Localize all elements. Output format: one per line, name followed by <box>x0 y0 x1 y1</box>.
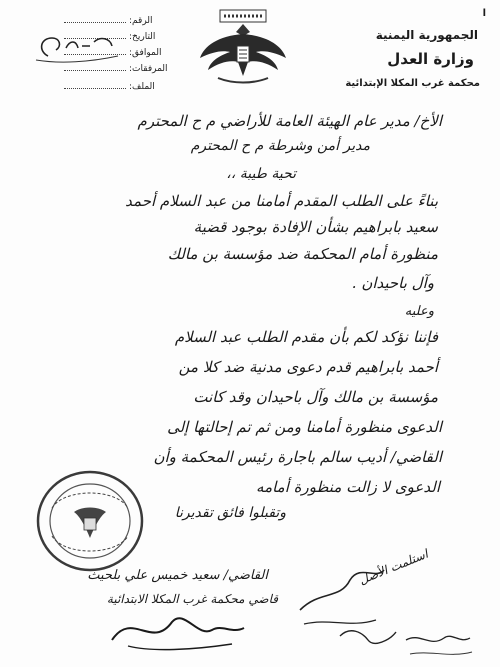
judge-title: قاضي محكمة غرب المكلا الابتدائية <box>106 592 278 606</box>
letter-line-6: منظورة أمام المحكمة ضد مؤسسة بن مالك <box>167 245 438 263</box>
header-court: محكمة غرب المكلا الإبتدائية <box>345 78 480 89</box>
letter-line-11: مؤسسة بن مالك وآل باحيدان وقد كانت <box>193 388 438 406</box>
letter-line-3: تحية طيبة ،، <box>226 166 296 182</box>
letter-line-9: فإننا نؤكد لكم بأن مقدم الطلب عبد السلام <box>174 328 438 346</box>
header-ministry: وزارة العدل <box>387 50 474 68</box>
letter-line-10: أحمد بابراهيم قدم دعوى مدنية ضد كلا من <box>178 358 438 376</box>
corner-mark: ا <box>482 8 486 19</box>
letter-line-13: القاضي/ أديب سالم باجارة رئيس المحكمة وأن <box>153 448 442 466</box>
official-stamp <box>34 468 146 574</box>
handwritten-date-scribble <box>30 26 125 66</box>
field-number: الرقم: <box>64 14 153 26</box>
judge-name: القاضي/ سعيد خميس علي بلحيث <box>87 568 268 583</box>
receipt-signature-scribbles <box>280 540 480 665</box>
letter-line-8: وعليه <box>404 304 434 319</box>
header-republic: الجمهورية اليمنية <box>375 28 478 42</box>
judge-signature <box>102 600 252 660</box>
field-date: التاريخ: <box>64 30 155 42</box>
letter-line-2: مدير أمن وشرطة م ح المحترم <box>190 138 370 154</box>
field-corresponding: الموافق: <box>64 46 161 58</box>
field-file: الملف: <box>64 80 155 92</box>
letter-line-1: الأخ/ مدير عام الهيئة العامة للأراضي م ح المحترم <box>137 112 442 130</box>
letter-line-4: بناءً على الطلب المقدم أمامنا من عبد السلام أحمد <box>125 192 438 210</box>
letter-line-7: وآل باحيدان . <box>351 274 434 292</box>
letter-line-12: الدعوى منظورة أمامنا ومن ثم تم إحالتها إلى <box>167 418 442 436</box>
letter-line-15: وتقبلوا فائق تقديرنا <box>174 505 286 521</box>
field-attachments: المرفقات: <box>64 62 168 74</box>
yemen-emblem-eagle <box>198 6 288 88</box>
letter-line-14: الدعوى لا زالت منظورة أمامه <box>256 478 440 496</box>
letter-line-5: سعيد بابراهيم بشأن الإفادة بوجود قضية <box>193 218 438 236</box>
receipt-note: استلمت الأصل <box>357 546 430 588</box>
